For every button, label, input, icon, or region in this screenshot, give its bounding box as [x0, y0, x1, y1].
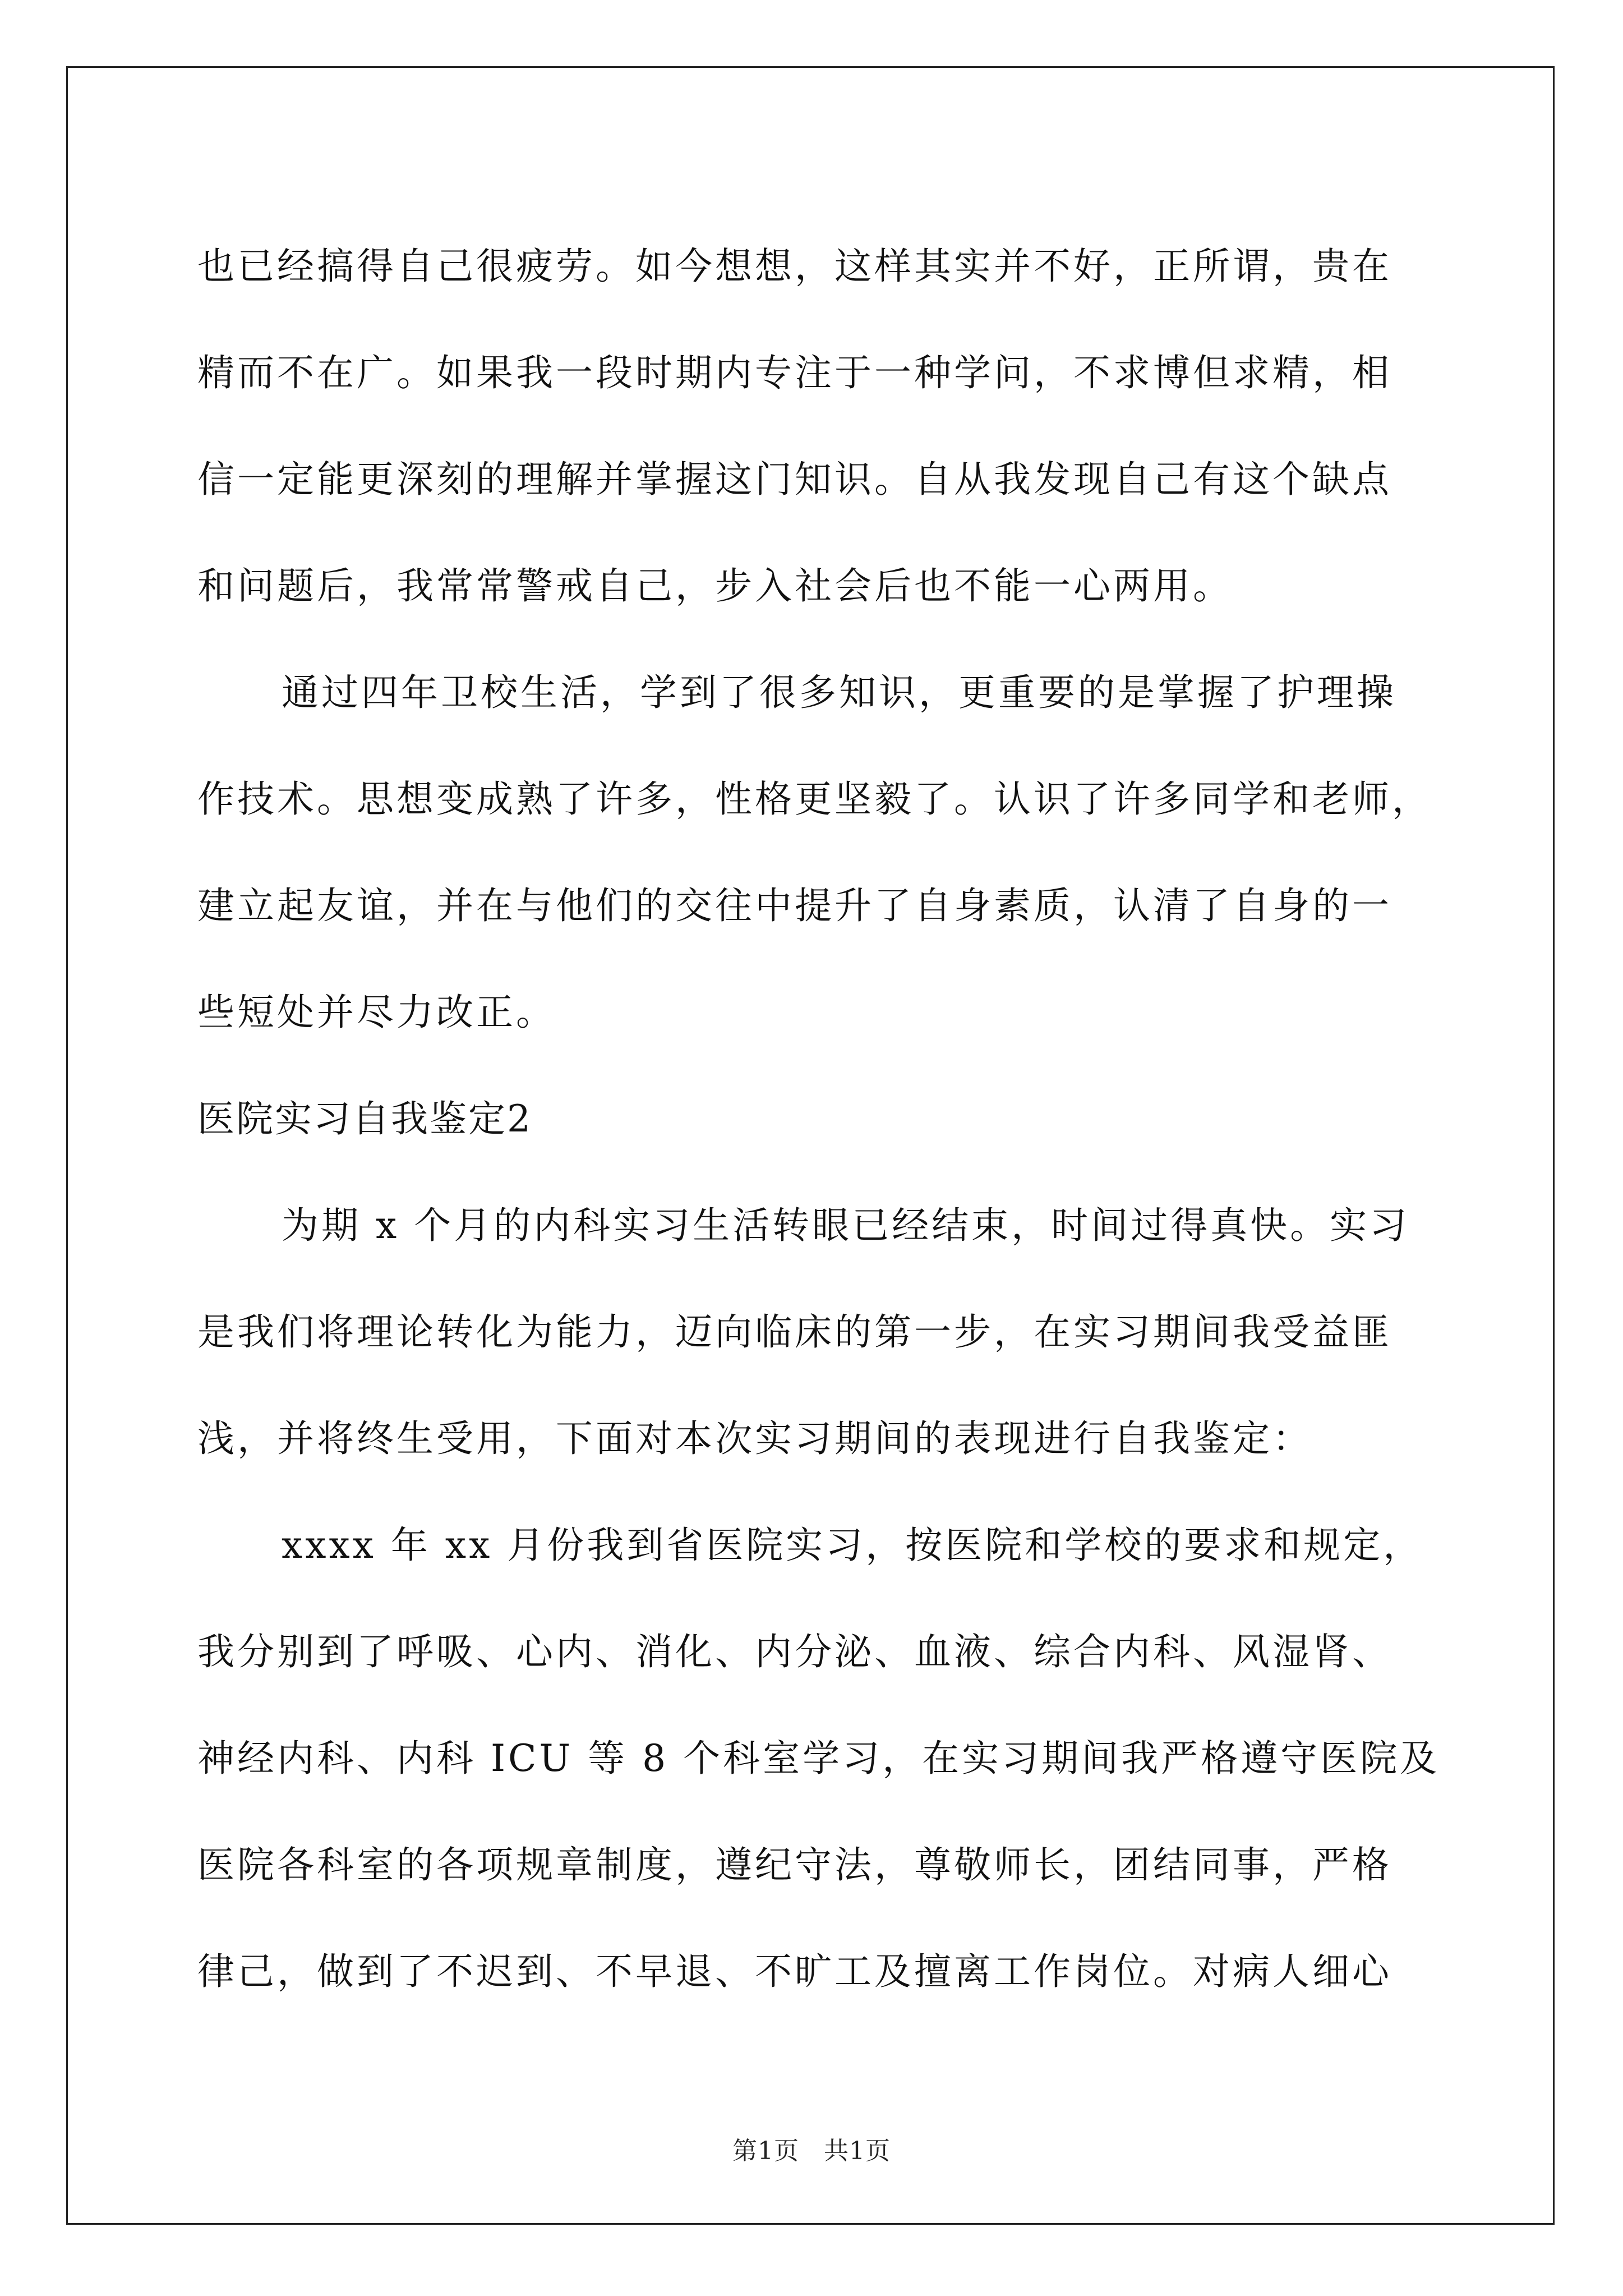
text-line: 信一定能更深刻的理解并掌握这门知识。自从我发现自己有这个缺点: [197, 458, 1392, 501]
section-heading: 医院实习自我鉴定2: [197, 1097, 532, 1140]
document-body: [197, 213, 1440, 2025]
text-line: 医院各科室的各项规章制度，遵纪守法，尊敬师长，团结同事，严格: [197, 1843, 1392, 1887]
text-line: 和问题后，我常常警戒自己，步入社会后也不能一心两用。: [197, 564, 1233, 608]
text-line: 建立起友谊，并在与他们的交往中提升了自身素质，认清了自身的一: [197, 884, 1392, 927]
page-footer: [0, 2131, 1623, 2166]
text-line: 些短处并尽力改正。: [197, 991, 556, 1034]
text-line: xxxx 年 xx 月份我到省医院实习，按医院和学校的要求和规定，: [282, 1524, 1423, 1567]
text-line: 为期 x 个月的内科实习生活转眼已经结束，时间过得真快。实习: [282, 1204, 1410, 1247]
text-line: 神经内科、内科 ICU 等 8 个科室学习，在实习期间我严格遵守医院及: [197, 1737, 1440, 1780]
text-line: 浅，并将终生受用，下面对本次实习期间的表现进行自我鉴定：: [197, 1417, 1312, 1460]
text-line: 我分别到了呼吸、心内、消化、内分泌、血液、综合内科、风湿肾、: [197, 1630, 1392, 1673]
text-line: 律己，做到了不迟到、不早退、不旷工及擅离工作岗位。对病人细心: [197, 1950, 1392, 1993]
text-line: 是我们将理论转化为能力，迈向临床的第一步，在实习期间我受益匪: [197, 1310, 1392, 1354]
page-number: 第1页: [732, 2137, 799, 2165]
text-line: 精而不在广。如果我一段时期内专注于一种学问，不求博但求精，相: [197, 351, 1392, 394]
text-line: 也已经搞得自己很疲劳。如今想想，这样其实并不好，正所谓，贵在: [197, 245, 1392, 288]
text-line: 作技术。思想变成熟了许多，性格更坚毅了。认识了许多同学和老师，: [197, 777, 1432, 821]
page-count: 共1页: [824, 2137, 891, 2165]
text-line: 通过四年卫校生活，学到了很多知识，更重要的是掌握了护理操: [282, 671, 1396, 714]
